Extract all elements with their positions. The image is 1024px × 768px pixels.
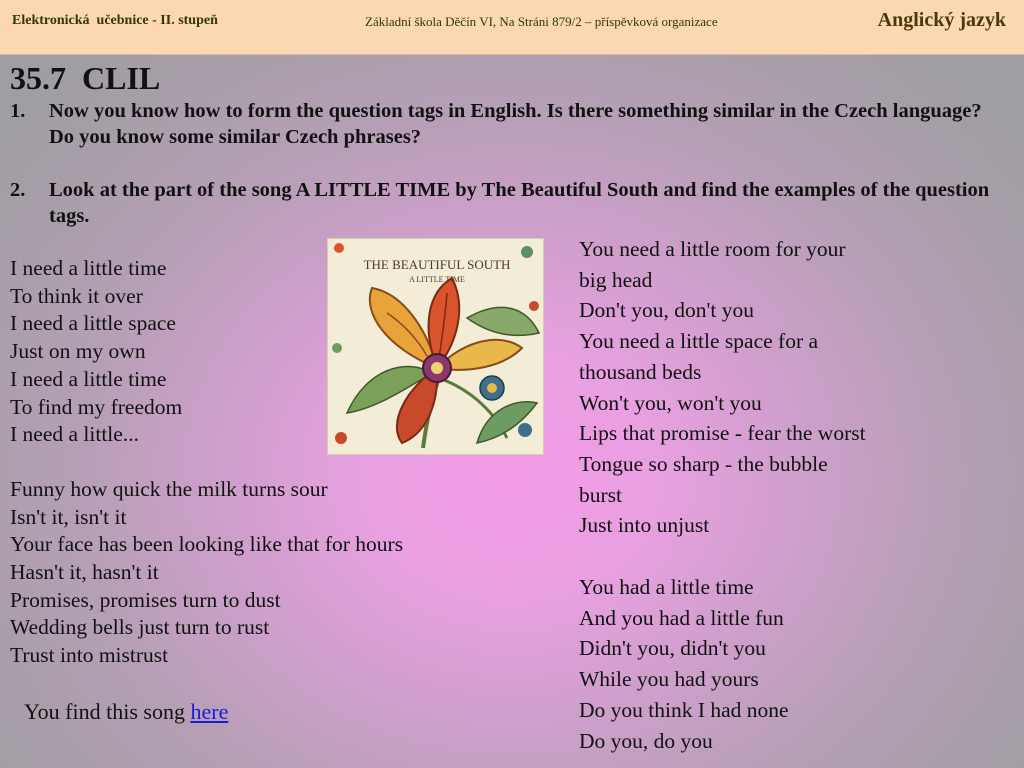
lyric-line: Just on my own — [10, 339, 146, 364]
lyric-line: I need a little time — [10, 256, 167, 280]
header-subject: Anglický jazyk — [877, 9, 1006, 31]
lyric-line: You need a little room for your — [579, 237, 846, 261]
lyric-line: Lips that promise - fear the worst — [579, 421, 866, 446]
task-2-number: 2. — [10, 179, 26, 201]
album-band-name: THE BEAUTIFUL SOUTH — [363, 257, 511, 272]
task-1-text: Now you know how to form the question tags in English. Is there something similar in the Czech language? Do you know some similar Czech phrases? — [49, 100, 982, 148]
lyric-line: To find my freedom — [10, 394, 183, 419]
lyric-line: Didn't you, didn't you — [579, 636, 766, 661]
lyric-line: Promises, promises turn to dust — [10, 587, 281, 612]
page-header — [0, 0, 1024, 55]
lyric-line: Isn't it, isn't it — [10, 504, 127, 529]
task-1 — [10, 98, 1010, 150]
lyric-line: Do you think I had none — [579, 697, 789, 722]
lyric-line: And you had a little fun — [579, 605, 784, 630]
lyric-line: I need a little... — [10, 422, 139, 447]
task-2 — [10, 177, 1010, 229]
task-2-text: Look at the part of the song A LITTLE TIME by The Beautiful South and find the examples of the question tags. — [49, 179, 990, 227]
lyric-line: thousand beds — [579, 359, 702, 384]
page-title: 35.7 CLIL — [10, 60, 161, 96]
lyric-line: Just into unjust — [579, 513, 710, 538]
song-link-prefix: You find this song — [24, 699, 191, 724]
lyric-line: Don't you, don't you — [579, 298, 754, 323]
lyric-line: To think it over — [10, 283, 143, 308]
song-link-line — [24, 699, 228, 725]
header-school-name: Základní škola Děčín VI, Na Stráni 879/2 – příspěvková organizace — [365, 14, 718, 29]
lyric-line: Do you, do you — [579, 728, 713, 753]
lyric-line: Tongue so sharp - the bubble — [579, 451, 828, 476]
lyric-line: Wedding bells just turn to rust — [10, 615, 270, 640]
lyric-line: Funny how quick the milk turns sour — [10, 476, 328, 501]
album-title: A LITTLE TIME — [409, 275, 465, 284]
lyrics-right-column — [579, 234, 866, 756]
lyric-line: Your face has been looking like that for hours — [10, 532, 404, 557]
album-cover-image — [327, 238, 544, 455]
lyric-line: I need a little space — [10, 311, 176, 336]
lyric-line: I need a little time — [10, 366, 167, 391]
song-link[interactable]: here — [190, 699, 229, 724]
lyric-line: You need a little space for a — [579, 329, 819, 354]
lyric-line: big head — [579, 267, 653, 292]
lyric-line: Won't you, won't you — [579, 390, 762, 415]
task-1-number: 1. — [10, 100, 26, 122]
lyric-line: Hasn't it, hasn't it — [10, 560, 159, 585]
lyric-line: While you had yours — [579, 667, 759, 692]
lyric-line: You had a little time — [579, 575, 754, 600]
lyric-line: Trust into mistrust — [10, 643, 169, 668]
header-textbook-label: Elektronická učebnice - II. stupeň — [12, 13, 218, 28]
lyric-line: burst — [579, 482, 622, 507]
